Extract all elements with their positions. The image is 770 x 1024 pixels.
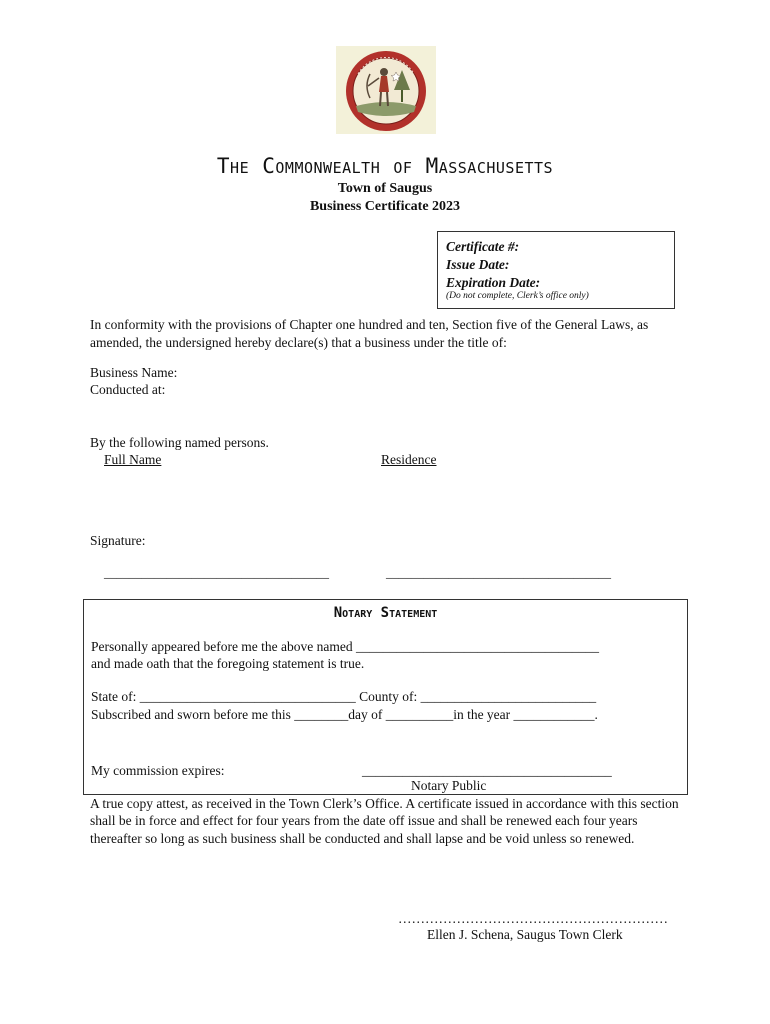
notary-sworn-line: Subscribed and sworn before me this ________day of __________in the year ____________. [91,707,598,722]
notary-state-county-line: State of: ________________________________ County of: __________________________ [91,689,597,704]
massachusetts-seal-icon [336,46,436,134]
residence-header: Residence [381,452,437,467]
clerk-signature-dots: …………………………………………………… [398,911,668,926]
signature-label: Signature: [90,533,146,548]
town-clerk-name: Ellen J. Schena, Saugus Town Clerk [427,927,623,942]
persons-intro: By the following named persons. [90,435,269,450]
notary-statement-box [83,599,688,795]
attest-paragraph: A true copy attest, as received in the Town Clerk’s Office. A certificate issued in accordance with this section shall be in force and effect for four years from the date off issue and shall be renewed each four years thereafter so long as such business shall be conducted and shall lapse and be void unless so renewed. [90,796,679,846]
certificate-number-label: Certificate #: [446,239,520,254]
certificate-title: Business Certificate 2023 [309,199,461,214]
clerk-only-note: (Do not complete, Clerk’s office only) [446,291,589,301]
business-name-label: Business Name: [90,365,178,380]
notary-oath-line: and made oath that the foregoing statement is true. [91,656,365,671]
signature-line-right: ____________________________________ [386,566,611,580]
notary-appeared-line: Personally appeared before me the above named ____________________________________ [91,639,600,654]
clerk-office-box [437,231,675,309]
issue-date-label: Issue Date: [446,257,510,272]
intro-paragraph: In conformity with the provisions of Chapter one hundred and ten, Section five of the General Laws, as amended, the undersigned hereby declare(s) that a business under the title of: [90,317,649,350]
commission-expires-label: My commission expires: [91,763,225,778]
full-name-header: Full Name [104,452,162,467]
conducted-at-label: Conducted at: [90,382,166,397]
notary-public-label: Notary Public [411,778,487,793]
expiration-date-label: Expiration Date: [446,275,541,290]
notary-title: Notary Statement [333,605,438,621]
signature-line-left: ____________________________________ [104,566,329,580]
notary-signature-line: _____________________________________ [362,763,612,778]
page-title: The Commonwealth of Massachusetts [216,154,554,178]
town-name: Town of Saugus [337,181,433,196]
